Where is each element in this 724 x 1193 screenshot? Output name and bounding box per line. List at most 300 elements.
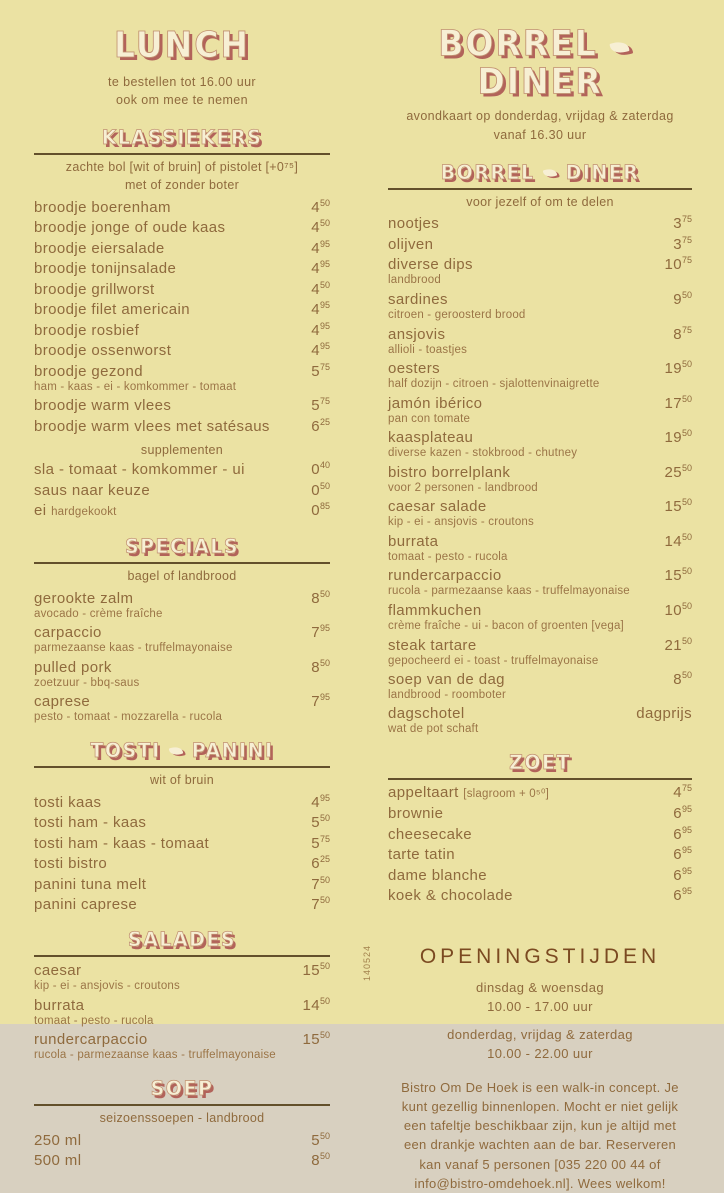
- subtitle-line: te bestellen tot 16.00 uur: [108, 74, 256, 89]
- title-word: KLASSIEKERS: [101, 126, 263, 150]
- section-heading: [34, 535, 330, 561]
- borrel-diner-title: [388, 21, 692, 102]
- menu-item: [34, 397, 330, 413]
- title-word: BORREL: [440, 161, 535, 185]
- menu-section: [34, 740, 330, 912]
- title-word: PANINI: [191, 739, 274, 763]
- item-price: $8^{75}$: [673, 324, 692, 343]
- item-name: tosti bistro: [34, 855, 108, 873]
- item-name: panini caprese: [34, 896, 138, 914]
- menu-item: [388, 215, 692, 231]
- menu-item: [388, 867, 692, 883]
- title-word: SALADES: [127, 928, 237, 952]
- section-items: [34, 1132, 330, 1169]
- leaf-separator-icon: [609, 39, 629, 55]
- menu-item: [34, 342, 330, 358]
- item-name: koek & chocolade: [388, 887, 513, 905]
- opening-hours-title: OPENINGSTIJDEN: [419, 945, 661, 969]
- section-items: [388, 784, 692, 903]
- item-description: landbrood - roomboter: [388, 689, 506, 702]
- menu-item: [388, 784, 692, 801]
- item-name: tosti kaas: [34, 793, 102, 811]
- item-name: broodje boerenham: [34, 198, 171, 216]
- item-price: $15^{50}$: [302, 960, 330, 979]
- item-description: kip - ei - ansjovis - croutons: [388, 516, 534, 529]
- item-price: $4^{50}$: [311, 218, 330, 237]
- menu-item: [34, 659, 330, 675]
- item-description: gepocheerd ei - toast - truffelmayonaise: [388, 654, 599, 667]
- item-name: burrata: [34, 996, 85, 1014]
- title-word: SPECIALS: [124, 535, 240, 559]
- item-price: $5^{75}$: [311, 396, 330, 415]
- menu-section: [34, 1078, 330, 1168]
- subtitle-line: ook om mee te nemen: [116, 93, 248, 108]
- section-heading: [34, 127, 330, 153]
- section-notes: [34, 158, 330, 194]
- item-inline-note: hardgekookt: [51, 506, 117, 519]
- menu-item: [34, 301, 330, 317]
- item-price-cents: 95: [681, 865, 692, 876]
- item-price: $8^{50}$: [311, 657, 330, 676]
- menu-item: [388, 671, 692, 687]
- item-price: $7^{95}$: [311, 692, 330, 711]
- section-note-line: met of zonder boter: [124, 178, 240, 193]
- item-price: $4^{75}$: [673, 783, 692, 802]
- item-price: $21^{50}$: [664, 635, 692, 654]
- lunch-column: [34, 23, 330, 1170]
- item-price: $4^{50}$: [311, 197, 330, 216]
- item-price-cents: 75: [681, 783, 692, 794]
- item-price-cents: 50: [319, 218, 330, 229]
- item-price-cents: 50: [319, 895, 330, 906]
- menu-item: [34, 962, 330, 978]
- item-description: citroen - geroosterd brood: [388, 308, 526, 321]
- menu-item: [388, 805, 692, 821]
- lunch-sections: [34, 127, 330, 1168]
- item-name: gerookte zalm: [34, 589, 134, 607]
- item-price-cents: 75: [681, 234, 692, 245]
- section-note-line: wit of bruin: [149, 773, 215, 788]
- menu-item: [388, 533, 692, 549]
- item-name: jamón ibérico: [388, 394, 483, 412]
- menu-item: [34, 199, 330, 215]
- item-name: burrata: [388, 532, 439, 550]
- item-description: crème fraîche - ui - bacon of groenten [vega]: [388, 620, 624, 633]
- menu-item: [34, 363, 330, 379]
- item-price: $5^{50}$: [311, 813, 330, 832]
- item-name: saus naar keuze: [34, 481, 151, 499]
- section-heading: [34, 929, 330, 955]
- item-name: tosti ham - kaas: [34, 814, 147, 832]
- item-price-cents: 95: [319, 320, 330, 331]
- section-notes: [34, 567, 330, 585]
- item-description: pan con tomate: [388, 412, 471, 425]
- item-name: broodje ossenworst: [34, 342, 172, 360]
- item-name: dagschotel: [388, 704, 465, 722]
- date-code: 140524: [362, 945, 372, 982]
- group-label: supplementen: [140, 442, 224, 457]
- item-price-cents: 50: [319, 279, 330, 290]
- item-name: oesters: [388, 360, 440, 378]
- section-heading: [388, 751, 692, 777]
- menu-section: [388, 752, 692, 904]
- item-price: $17^{50}$: [664, 393, 692, 412]
- menu-item: [34, 624, 330, 640]
- item-price-cents: 50: [681, 289, 692, 300]
- item-name: diverse dips: [388, 256, 473, 274]
- section-items: [388, 215, 692, 734]
- item-name: broodje jonge of oude kaas: [34, 219, 226, 237]
- item-description: half dozijn - citroen - sjalottenvinaigrette: [388, 378, 600, 391]
- item-price: $6^{95}$: [673, 804, 692, 823]
- opening-hours-groups: [388, 979, 692, 1063]
- item-price: $6^{95}$: [673, 865, 692, 884]
- item-name: bistro borrelplank: [388, 463, 511, 481]
- menu-item: [34, 240, 330, 256]
- lunch-subtitle: [34, 73, 330, 111]
- item-price-cents: 95: [681, 845, 692, 856]
- section-notes: [34, 1109, 330, 1127]
- menu-item: [388, 498, 692, 514]
- item-price-cents: 50: [319, 874, 330, 885]
- item-description: zoetzuur - bbq-saus: [34, 676, 140, 689]
- item-name: ei hardgekookt: [34, 502, 117, 520]
- menu-item: [34, 482, 330, 498]
- menu-item: [388, 464, 692, 480]
- lunch-title: [34, 23, 330, 66]
- menu-item: [34, 1152, 330, 1168]
- item-name: carpaccio: [34, 624, 102, 642]
- item-description: landbrood: [388, 274, 441, 287]
- section-heading: [34, 740, 330, 766]
- title-word: TOSTI: [90, 739, 161, 763]
- item-price: dagprijs: [636, 704, 692, 722]
- item-name: ansjovis: [388, 325, 446, 343]
- subtitle-line: vanaf 16.30 uur: [493, 128, 587, 143]
- section-note-line: seizoenssoepen - landbrood: [99, 1111, 265, 1126]
- menu-item: [34, 502, 330, 519]
- item-price: $5^{50}$: [311, 1130, 330, 1149]
- item-price-cents: 75: [319, 396, 330, 407]
- item-price: $19^{50}$: [664, 428, 692, 447]
- item-price-cents: 95: [319, 341, 330, 352]
- hours-days: dinsdag & woensdag: [476, 980, 604, 996]
- item-name: pulled pork: [34, 658, 112, 676]
- item-name: brownie: [388, 805, 444, 823]
- item-price-cents: 50: [681, 359, 692, 370]
- item-name: sardines: [388, 290, 448, 308]
- item-description: tomaat - pesto - rucola: [388, 550, 508, 563]
- item-price-cents: 50: [681, 670, 692, 681]
- menu-item: [34, 896, 330, 912]
- section-divider: [34, 1104, 330, 1106]
- section-heading: [388, 161, 692, 187]
- title-word: DINER: [565, 161, 640, 185]
- menu-item: [34, 835, 330, 851]
- item-name: caprese: [34, 693, 91, 711]
- item-price: $3^{75}$: [673, 214, 692, 233]
- item-name: caesar: [34, 961, 82, 979]
- item-price-cents: 95: [319, 300, 330, 311]
- item-description: allioli - toastjes: [388, 343, 468, 356]
- section-heading: [34, 1078, 330, 1104]
- item-price: $0^{50}$: [311, 480, 330, 499]
- item-name: appeltaart [slagroom + 0⁵⁰]: [388, 784, 550, 802]
- item-name: sla - tomaat - komkommer - ui: [34, 461, 245, 479]
- item-price-cents: 50: [681, 635, 692, 646]
- menu-item: [34, 693, 330, 709]
- item-description: pesto - tomaat - mozzarella - rucola: [34, 711, 223, 724]
- item-price: $0^{85}$: [311, 501, 330, 520]
- menu-item: [388, 429, 692, 445]
- subtitle-line: avondkaart op donderdag, vrijdag & zaterdag: [406, 109, 674, 124]
- menu-item: [34, 281, 330, 297]
- item-description: diverse kazen - stokbrood - chutney: [388, 447, 578, 460]
- item-price-cents: 50: [681, 601, 692, 612]
- title-word: LUNCH: [113, 23, 251, 66]
- section-divider: [388, 188, 692, 190]
- menu-item: [388, 395, 692, 411]
- menu-section: [34, 929, 330, 1061]
- section-items: [34, 962, 330, 1061]
- item-price: $6^{95}$: [673, 886, 692, 905]
- menu-section: [34, 127, 330, 519]
- item-name: broodje warm vlees met satésaus: [34, 417, 270, 435]
- item-price-cents: 25: [319, 416, 330, 427]
- item-price-cents: 50: [319, 960, 330, 971]
- item-name: soep van de dag: [388, 671, 505, 689]
- menu-item: [388, 236, 692, 252]
- menu-item: [34, 855, 330, 871]
- item-price: $5^{75}$: [311, 361, 330, 380]
- item-name: caesar salade: [388, 498, 487, 516]
- item-price-cents: 50: [319, 1130, 330, 1141]
- item-price: $0^{40}$: [311, 460, 330, 479]
- item-price-cents: 50: [319, 480, 330, 491]
- item-name: broodje warm vlees: [34, 397, 172, 415]
- item-price: $7^{50}$: [311, 895, 330, 914]
- item-price: $8^{50}$: [673, 670, 692, 689]
- item-name: tarte tatin: [388, 846, 455, 864]
- leaf-separator-icon: [542, 167, 557, 178]
- item-inline-note: [slagroom + 0⁵⁰]: [463, 788, 550, 801]
- menu-item: [34, 876, 330, 892]
- item-price-cents: 85: [319, 501, 330, 512]
- item-name: rundercarpaccio: [388, 567, 502, 585]
- item-price: $25^{50}$: [664, 462, 692, 481]
- item-price: $4^{95}$: [311, 320, 330, 339]
- borrel-diner-column: [388, 21, 692, 1193]
- title-word: ZOET: [509, 751, 571, 775]
- section-note-line: zachte bol [wit of bruin] of pistolet [+0⁷⁵]: [65, 160, 299, 175]
- item-description: wat de pot schaft: [388, 722, 479, 735]
- item-price-cents: 50: [319, 197, 330, 208]
- menu-item: [34, 814, 330, 830]
- item-price-cents: 95: [319, 692, 330, 703]
- item-description: rucola - parmezaanse kaas - truffelmayonaise: [34, 1049, 276, 1062]
- section-items: [34, 199, 330, 519]
- item-price-cents: 75: [681, 324, 692, 335]
- menu-item: [388, 291, 692, 307]
- item-name: nootjes: [388, 215, 440, 233]
- menu-item: [388, 637, 692, 653]
- item-price-cents: 95: [319, 238, 330, 249]
- item-description: kip - ei - ansjovis - croutons: [34, 979, 180, 992]
- hours-times: 10.00 - 17.00 uur: [487, 999, 593, 1015]
- item-price: $5^{75}$: [311, 833, 330, 852]
- item-price-cents: 75: [681, 214, 692, 225]
- item-name: flammkuchen: [388, 602, 482, 620]
- item-price: $6^{25}$: [311, 416, 330, 435]
- menu-item: [388, 826, 692, 842]
- item-price-cents: 50: [319, 588, 330, 599]
- item-price: $4^{95}$: [311, 341, 330, 360]
- item-name: broodje gezond: [34, 362, 144, 380]
- item-price-cents: 75: [319, 361, 330, 372]
- menu-item: [388, 887, 692, 903]
- section-divider: [34, 153, 330, 155]
- item-name: broodje rosbief: [34, 321, 140, 339]
- item-price: $4^{95}$: [311, 238, 330, 257]
- item-description: tomaat - pesto - rucola: [34, 1014, 154, 1027]
- item-price: $4^{95}$: [311, 300, 330, 319]
- item-price-cents: 50: [681, 462, 692, 473]
- item-price-cents: 50: [681, 393, 692, 404]
- item-price-cents: 50: [681, 497, 692, 508]
- menu-item: [34, 418, 330, 434]
- item-name: broodje tonijnsalade: [34, 260, 177, 278]
- item-price-cents: 95: [681, 886, 692, 897]
- item-price: $15^{50}$: [664, 566, 692, 585]
- item-price: $4^{95}$: [311, 259, 330, 278]
- hours-times: 10.00 - 22.00 uur: [487, 1045, 593, 1061]
- section-notes: [34, 771, 330, 789]
- item-price-cents: 95: [319, 259, 330, 270]
- item-description: ham - kaas - ei - komkommer - tomaat: [34, 380, 237, 393]
- item-price-cents: 50: [319, 995, 330, 1006]
- item-price-cents: 50: [681, 428, 692, 439]
- item-price: $19^{50}$: [664, 359, 692, 378]
- item-price: $7^{50}$: [311, 874, 330, 893]
- item-price: $7^{95}$: [311, 623, 330, 642]
- menu-item: [34, 590, 330, 606]
- item-name: dame blanche: [388, 866, 488, 884]
- item-name: 250 ml: [34, 1131, 82, 1149]
- item-price: $6^{95}$: [673, 845, 692, 864]
- section-items: [34, 590, 330, 724]
- item-name: 500 ml: [34, 1152, 82, 1170]
- hours-days: donderdag, vrijdag & zaterdag: [447, 1026, 633, 1042]
- item-price-cents: 50: [319, 657, 330, 668]
- title-word: DINER: [477, 59, 603, 102]
- item-price: $6^{95}$: [673, 824, 692, 843]
- item-price-cents: 50: [319, 1151, 330, 1162]
- menu-section: [388, 162, 692, 735]
- title-word: SOEP: [150, 1077, 214, 1101]
- item-name: tosti ham - kaas - tomaat: [34, 834, 210, 852]
- menu-item: [34, 322, 330, 338]
- section-divider: [34, 955, 330, 957]
- item-price: $15^{50}$: [302, 1030, 330, 1049]
- info-paragraph: Bistro Om De Hoek is een walk-in concept. Je kunt gezellig binnenlopen. Mocht er niet gelijk een tafeltje beschikbaar zijn, kun je altijd met een drankje wachten aan de bar. Reserveren kan vanaf 5 personen [035 220 00 44 of info@bistro-omdehoek.nl]. Wees welkom!: [401, 1079, 679, 1191]
- item-description: rucola - parmezaanse kaas - truffelmayonaise: [388, 585, 630, 598]
- section-divider: [388, 778, 692, 780]
- item-price: $8^{50}$: [311, 588, 330, 607]
- item-price-cents: 75: [681, 255, 692, 266]
- section-note-line: voor jezelf of om te delen: [466, 194, 614, 209]
- item-price-cents: 75: [319, 833, 330, 844]
- hours-group: [388, 979, 692, 1017]
- menu-item: [34, 461, 330, 477]
- menu-item: [388, 326, 692, 342]
- menu-item: [34, 260, 330, 276]
- opening-hours-block: [388, 945, 692, 1193]
- item-price-cents: 95: [319, 792, 330, 803]
- menu-item: [388, 706, 692, 721]
- item-price: $4^{95}$: [311, 792, 330, 811]
- section-divider: [34, 562, 330, 564]
- item-price: $4^{50}$: [311, 279, 330, 298]
- item-name: rundercarpaccio: [34, 1031, 148, 1049]
- menu-item: [34, 1132, 330, 1148]
- item-name: steak tartare: [388, 636, 477, 654]
- item-price: $14^{50}$: [302, 995, 330, 1014]
- title-word: BORREL: [438, 21, 598, 65]
- item-name: broodje filet americain: [34, 301, 190, 319]
- item-price: $8^{50}$: [311, 1151, 330, 1170]
- item-price: $3^{75}$: [673, 234, 692, 253]
- section-note-line: bagel of landbrood: [127, 568, 237, 583]
- item-price-cents: 40: [319, 460, 330, 471]
- item-price-cents: 50: [319, 1030, 330, 1041]
- item-price: $14^{50}$: [664, 531, 692, 550]
- item-price-cents: 50: [681, 566, 692, 577]
- borrel-diner-sections: [388, 162, 692, 904]
- menu-item: [388, 602, 692, 618]
- item-price-cents: 50: [319, 813, 330, 824]
- item-price-cents: 95: [681, 824, 692, 835]
- item-price-cents: 25: [319, 854, 330, 865]
- hours-group: [388, 1026, 692, 1064]
- menu-item: [34, 794, 330, 810]
- section-notes: [388, 193, 692, 211]
- item-price: $10^{75}$: [664, 255, 692, 274]
- menu-item: [388, 846, 692, 862]
- menu-section: [34, 536, 330, 723]
- item-name: olijven: [388, 235, 434, 253]
- menu-item: [388, 256, 692, 272]
- menu-item: [34, 219, 330, 235]
- section-divider: [34, 766, 330, 768]
- item-price: $6^{25}$: [311, 854, 330, 873]
- section-items: [34, 794, 330, 913]
- item-name: broodje grillworst: [34, 280, 155, 298]
- menu-item: [34, 997, 330, 1013]
- item-price-cents: 95: [319, 623, 330, 634]
- item-price: $15^{50}$: [664, 497, 692, 516]
- item-price: $9^{50}$: [673, 289, 692, 308]
- item-name: broodje eiersalade: [34, 239, 165, 257]
- item-name: panini tuna melt: [34, 875, 147, 893]
- item-description: avocado - crème fraîche: [34, 607, 163, 620]
- item-description: voor 2 personen - landbrood: [388, 481, 538, 494]
- menu-item: [388, 360, 692, 376]
- item-price: $10^{50}$: [664, 601, 692, 620]
- item-description: parmezaanse kaas - truffelmayonaise: [34, 642, 233, 655]
- menu-item: [388, 567, 692, 583]
- item-name: kaasplateau: [388, 429, 474, 447]
- borrel-diner-subtitle: [388, 107, 692, 145]
